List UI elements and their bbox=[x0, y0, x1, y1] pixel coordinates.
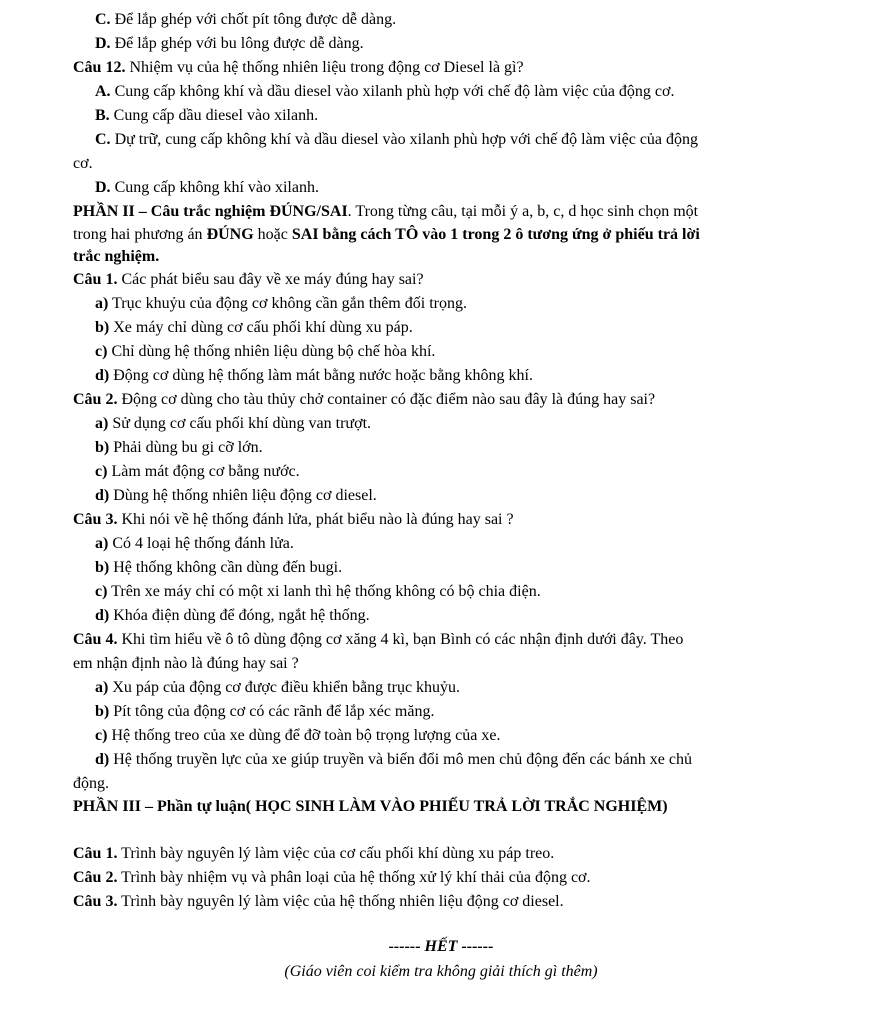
p2-question-2: Câu 2. Động cơ dùng cho tàu thủy chở container có đặc điểm nào sau đây là đúng hay sai? bbox=[73, 391, 656, 408]
question-12: Câu 12. Nhiệm vụ của hệ thống nhiên liệu trong động cơ Diesel là gì? bbox=[73, 59, 524, 76]
p2q4-item-d-cont: động. bbox=[73, 775, 109, 792]
p2q3-item-c: c) Trên xe máy chỉ có một xi lanh thì hệ thống không có bộ chia điện. bbox=[95, 583, 541, 600]
p2q3-item-b: b) Hệ thống không cần dùng đến bugi. bbox=[95, 559, 343, 576]
p2q2-item-a: a) Sử dụng cơ cấu phối khí dùng van trượt. bbox=[95, 415, 372, 432]
p2-question-4: Câu 4. Khi tìm hiểu về ô tô dùng động cơ xăng 4 kì, bạn Bình có các nhận định dưới đây. Theo bbox=[73, 631, 684, 648]
part2-heading: PHẦN II – Câu trắc nghiệm ĐÚNG/SAI. Trong từng câu, tại mỗi ý a, b, c, d học sinh chọn một bbox=[73, 203, 699, 220]
p2-question-4-cont: em nhận định nào là đúng hay sai ? bbox=[73, 655, 299, 672]
p3-question-3: Câu 3. Trình bày nguyên lý làm việc của hệ thống nhiên liệu động cơ diesel. bbox=[73, 893, 564, 910]
p2q2-item-c: c) Làm mát động cơ bằng nước. bbox=[95, 463, 300, 480]
p2q3-item-a: a) Có 4 loại hệ thống đánh lửa. bbox=[95, 535, 294, 552]
p2q4-item-c: c) Hệ thống treo của xe dùng để đỡ toàn bộ trọng lượng của xe. bbox=[95, 727, 501, 744]
p2q2-item-b: b) Phải dùng bu gi cỡ lớn. bbox=[95, 439, 263, 456]
p3-question-1: Câu 1. Trình bày nguyên lý làm việc của cơ cấu phối khí dùng xu páp treo. bbox=[73, 845, 555, 862]
option-d: D. Để lắp ghép với bu lông được dễ dàng. bbox=[95, 35, 364, 52]
option-c: C. Để lắp ghép với chốt pít tông được dễ dàng. bbox=[95, 11, 397, 28]
p2q1-item-b: b) Xe máy chỉ dùng cơ cấu phối khí dùng xu páp. bbox=[95, 319, 413, 336]
q12-option-c-cont: cơ. bbox=[73, 155, 93, 172]
p2q1-item-d: d) Động cơ dùng hệ thống làm mát bằng nước hoặc bằng không khí. bbox=[95, 367, 533, 384]
q12-option-b: B. Cung cấp dầu diesel vào xilanh. bbox=[95, 107, 319, 124]
p2q4-item-b: b) Pít tông của động cơ có các rãnh để lắp xéc măng. bbox=[95, 703, 435, 720]
q12-option-d: D. Cung cấp không khí vào xilanh. bbox=[95, 179, 319, 196]
p2q4-item-d: d) Hệ thống truyền lực của xe giúp truyền và biến đổi mô men chủ động đến các bánh xe chủ bbox=[95, 751, 692, 768]
end-marker: ------ HẾT ------ bbox=[388, 938, 494, 955]
q12-option-a: A. Cung cấp không khí và dầu diesel vào xilanh phù hợp với chế độ làm việc của động cơ. bbox=[95, 83, 675, 100]
p2-question-1: Câu 1. Các phát biểu sau đây về xe máy đúng hay sai? bbox=[73, 271, 424, 288]
p2q3-item-d: d) Khóa điện dùng để đóng, ngắt hệ thống. bbox=[95, 607, 370, 624]
p2-question-3: Câu 3. Khi nói về hệ thống đánh lửa, phát biểu nào là đúng hay sai ? bbox=[73, 511, 514, 528]
part2-intro: trong hai phương án ĐÚNG hoặc SAI bằng cách TÔ vào 1 trong 2 ô tương ứng ở phiếu trả lời bbox=[73, 226, 700, 243]
footer-note: (Giáo viên coi kiểm tra không giải thích gì thêm) bbox=[284, 963, 598, 980]
q12-option-c: C. Dự trữ, cung cấp không khí và dầu diesel vào xilanh phù hợp với chế độ làm việc của động bbox=[95, 131, 699, 148]
p2q2-item-d: d) Dùng hệ thống nhiên liệu động cơ diesel. bbox=[95, 487, 377, 504]
p2q4-item-a: a) Xu páp của động cơ được điều khiển bằng trục khuỷu. bbox=[95, 679, 461, 696]
p3-question-2: Câu 2. Trình bày nhiệm vụ và phân loại của hệ thống xử lý khí thải của động cơ. bbox=[73, 869, 591, 886]
p2q1-item-a: a) Trục khuỷu của động cơ không cần gắn thêm đối trọng. bbox=[95, 295, 467, 312]
part3-heading: PHẦN III – Phần tự luận( HỌC SINH LÀM VÀO PHIẾU TRẢ LỜI TRẮC NGHIỆM) bbox=[73, 798, 668, 815]
p2q1-item-c: c) Chỉ dùng hệ thống nhiên liệu dùng bộ chế hòa khí. bbox=[95, 343, 436, 360]
part2-intro-cont: trắc nghiệm. bbox=[73, 248, 160, 265]
